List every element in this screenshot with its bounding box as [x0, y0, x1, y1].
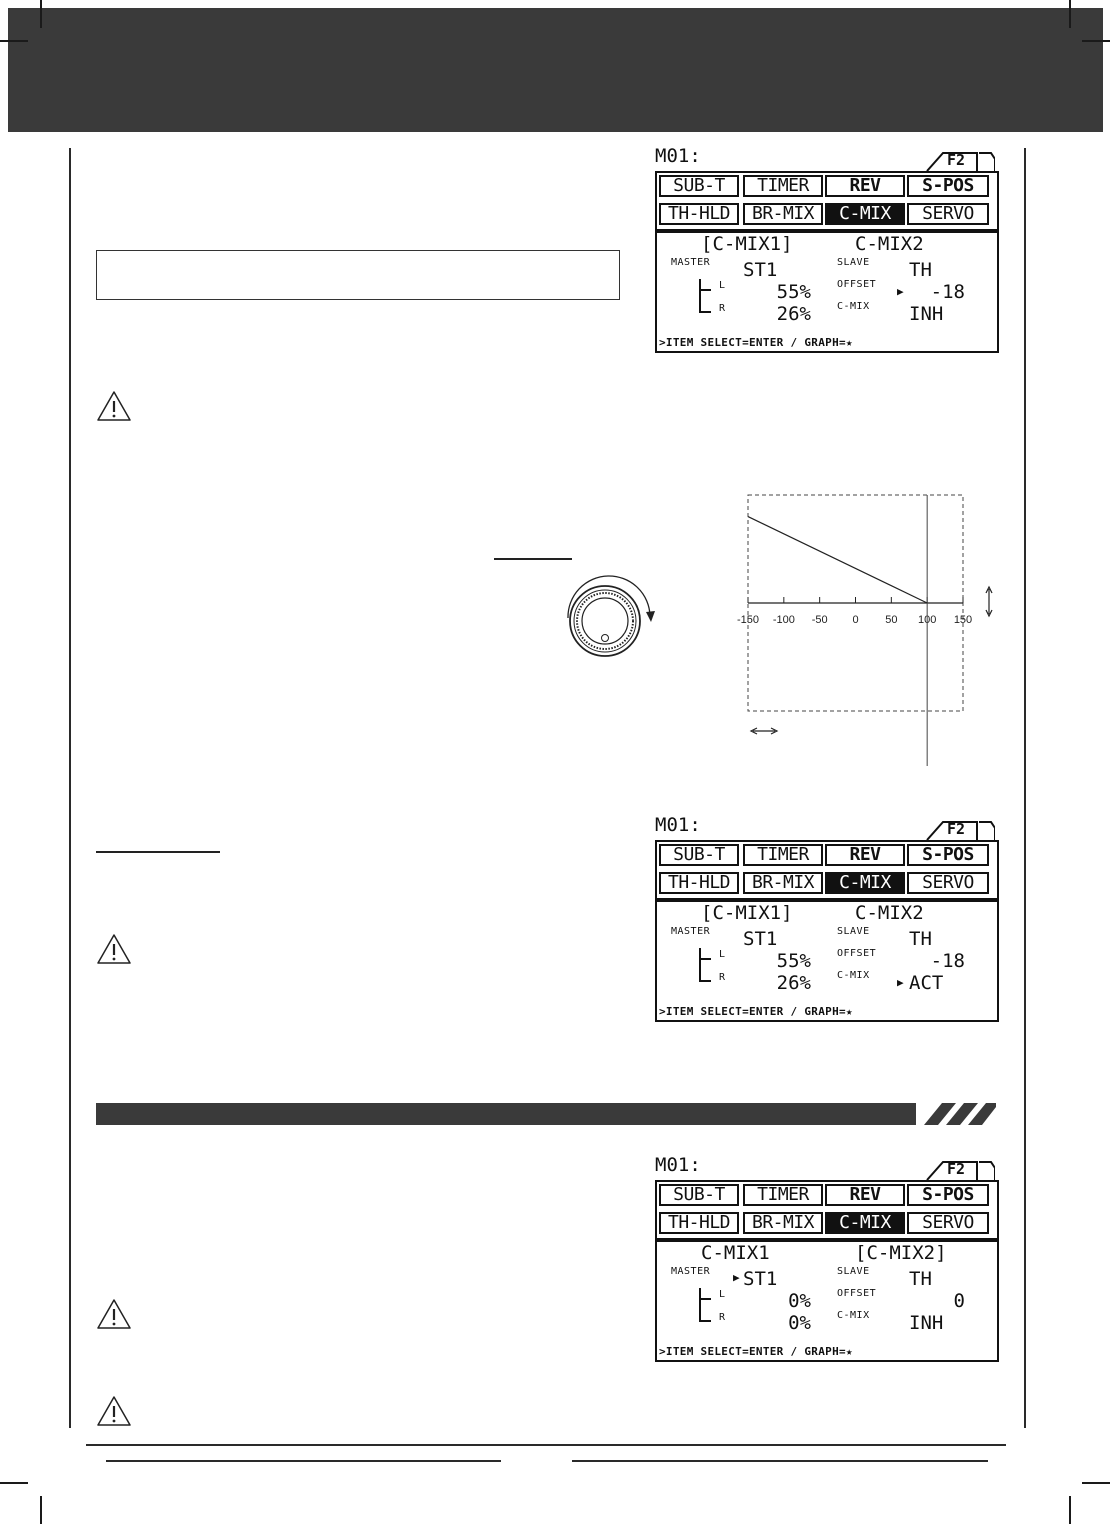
warning-icon: [96, 1298, 132, 1330]
x-tick-label: -50: [811, 614, 828, 626]
cursor-icon: ▶: [733, 1271, 740, 1284]
mix-curve-chart: [725, 490, 1000, 770]
crop-mark: [40, 0, 42, 28]
crop-mark: [1069, 0, 1071, 28]
page-indicator: F2: [947, 820, 966, 838]
x-tick-label: 150: [953, 614, 973, 626]
footer-rule-left: [106, 1460, 501, 1462]
crop-mark: [0, 1482, 28, 1484]
mix-curve-line: [748, 517, 927, 603]
slave-label: SLAVE: [837, 257, 870, 268]
tab-c-mix1[interactable]: [C-MIX1]: [701, 233, 793, 255]
tree-line: [699, 1298, 711, 1300]
y-axis-arrow: [986, 587, 992, 616]
mix-settings-panel: [655, 900, 999, 1022]
x-tick-label: 0: [852, 614, 859, 626]
offset-value[interactable]: -18: [930, 950, 965, 972]
offset-label: OFFSET: [837, 1288, 877, 1299]
tab-c-mix1[interactable]: [C-MIX1]: [701, 902, 793, 924]
crop-mark: [1069, 1496, 1071, 1524]
tab-c-mix2[interactable]: [C-MIX2]: [855, 1242, 947, 1264]
right-rate-label: R: [719, 972, 726, 983]
menu-button-timer[interactable]: TIMER: [743, 844, 823, 866]
menu-button-th-hld[interactable]: TH-HLD: [659, 203, 739, 225]
x-tick-label: 50: [885, 614, 898, 626]
slave-value[interactable]: TH: [909, 259, 932, 281]
mix-settings-panel: [655, 1240, 999, 1362]
footer-rule: [86, 1444, 1006, 1446]
status-line: >ITEM SELECT=ENTER / GRAPH=★: [659, 1345, 853, 1358]
right-rate-value[interactable]: 0%: [788, 1312, 811, 1334]
tab-c-mix2[interactable]: C-MIX2: [855, 902, 924, 924]
slave-label: SLAVE: [837, 1266, 870, 1277]
slave-value[interactable]: TH: [909, 1268, 932, 1290]
master-value[interactable]: ST1: [743, 1268, 778, 1290]
menu-button-s-pos[interactable]: S-POS: [907, 1184, 989, 1206]
cursor-icon: ▶: [897, 285, 904, 298]
left-rate-value[interactable]: 55%: [776, 950, 811, 972]
menu-button-timer[interactable]: TIMER: [743, 175, 823, 197]
menu-button-th-hld[interactable]: TH-HLD: [659, 1212, 739, 1234]
tree-line: [699, 1288, 701, 1321]
crop-mark: [1082, 1482, 1110, 1484]
menu-button-th-hld[interactable]: TH-HLD: [659, 872, 739, 894]
tab-c-mix1[interactable]: C-MIX1: [701, 1242, 770, 1264]
mix-settings-panel: [655, 231, 999, 353]
menu-button-br-mix[interactable]: BR-MIX: [743, 872, 823, 894]
offset-value[interactable]: -18: [930, 281, 965, 303]
note-box: [96, 250, 620, 300]
x-tick-label: 100: [917, 614, 937, 626]
slave-value[interactable]: TH: [909, 928, 932, 950]
offset-value[interactable]: 0: [953, 1290, 965, 1312]
right-rate-label: R: [719, 303, 726, 314]
x-tick-label: -100: [772, 614, 795, 626]
left-margin-rule: [69, 148, 71, 1428]
left-rate-value[interactable]: 0%: [788, 1290, 811, 1312]
menu-button-s-pos[interactable]: S-POS: [907, 175, 989, 197]
menu-button-br-mix[interactable]: BR-MIX: [743, 1212, 823, 1234]
warning-icon: [96, 390, 132, 422]
menu-button-sub-t[interactable]: SUB-T: [659, 1184, 739, 1206]
tree-line: [699, 1320, 711, 1322]
dial-knob-icon: [556, 574, 660, 662]
tree-line: [699, 980, 711, 982]
page-indicator: F2: [947, 151, 966, 169]
c-mix-label: C-MIX: [837, 970, 870, 981]
header-band: [8, 8, 1103, 132]
master-value[interactable]: ST1: [743, 928, 778, 950]
left-rate-label: L: [719, 280, 726, 291]
text-underline: [96, 851, 220, 853]
model-number: M01:: [655, 814, 701, 836]
tab-c-mix2[interactable]: C-MIX2: [855, 233, 924, 255]
lcd-screen-3: [655, 1154, 997, 1363]
menu-button-rev[interactable]: REV: [825, 1184, 905, 1206]
c-mix-value[interactable]: INH: [909, 303, 944, 325]
menu-button-c-mix[interactable]: C-MIX: [825, 1212, 905, 1234]
text-underline: [494, 558, 572, 560]
left-rate-label: L: [719, 1289, 726, 1300]
tree-line: [699, 289, 711, 291]
master-label: MASTER: [671, 926, 711, 937]
c-mix-label: C-MIX: [837, 1310, 870, 1321]
offset-label: OFFSET: [837, 948, 877, 959]
c-mix-value[interactable]: INH: [909, 1312, 944, 1334]
menu-button-c-mix[interactable]: C-MIX: [825, 203, 905, 225]
tree-line: [699, 958, 711, 960]
model-number: M01:: [655, 145, 701, 167]
right-rate-value[interactable]: 26%: [776, 303, 811, 325]
c-mix-label: C-MIX: [837, 301, 870, 312]
menu-button-timer[interactable]: TIMER: [743, 1184, 823, 1206]
tree-line: [699, 311, 711, 313]
left-rate-value[interactable]: 55%: [776, 281, 811, 303]
menu-button-rev[interactable]: REV: [825, 844, 905, 866]
menu-button-servo[interactable]: SERVO: [907, 872, 989, 894]
x-tick-label: -150: [736, 614, 760, 626]
warning-icon: [96, 933, 132, 965]
menu-button-servo[interactable]: SERVO: [907, 1212, 989, 1234]
section-header-bar: [96, 1103, 996, 1125]
offset-label: OFFSET: [837, 279, 877, 290]
tree-line: [699, 279, 701, 312]
master-label: MASTER: [671, 1266, 711, 1277]
menu-button-rev[interactable]: REV: [825, 175, 905, 197]
menu-button-br-mix[interactable]: BR-MIX: [743, 203, 823, 225]
lcd-screen-1: [655, 145, 997, 354]
right-margin-rule: [1024, 148, 1026, 1428]
menu-button-servo[interactable]: SERVO: [907, 203, 989, 225]
cursor-icon: ▶: [897, 976, 904, 989]
page-indicator: F2: [947, 1160, 966, 1178]
right-rate-value[interactable]: 26%: [776, 972, 811, 994]
menu-button-c-mix[interactable]: C-MIX: [825, 872, 905, 894]
status-line: >ITEM SELECT=ENTER / GRAPH=★: [659, 1005, 853, 1018]
crop-mark: [1082, 40, 1110, 42]
tree-line: [699, 948, 701, 981]
right-rate-label: R: [719, 1312, 726, 1323]
function-menu: [655, 840, 999, 900]
footer-rule-right: [572, 1460, 988, 1462]
crop-mark: [40, 1496, 42, 1524]
status-line: >ITEM SELECT=ENTER / GRAPH=★: [659, 336, 853, 349]
lcd-screen-2: [655, 814, 997, 1023]
menu-button-sub-t[interactable]: SUB-T: [659, 844, 739, 866]
menu-button-sub-t[interactable]: SUB-T: [659, 175, 739, 197]
crop-mark: [0, 40, 28, 42]
function-menu: [655, 171, 999, 231]
model-number: M01:: [655, 1154, 701, 1176]
c-mix-value[interactable]: ACT: [909, 972, 944, 994]
slave-label: SLAVE: [837, 926, 870, 937]
left-rate-label: L: [719, 949, 726, 960]
function-menu: [655, 1180, 999, 1240]
master-label: MASTER: [671, 257, 711, 268]
master-value[interactable]: ST1: [743, 259, 778, 281]
warning-icon: [96, 1395, 132, 1427]
menu-button-s-pos[interactable]: S-POS: [907, 844, 989, 866]
x-axis-arrow: [751, 728, 777, 734]
